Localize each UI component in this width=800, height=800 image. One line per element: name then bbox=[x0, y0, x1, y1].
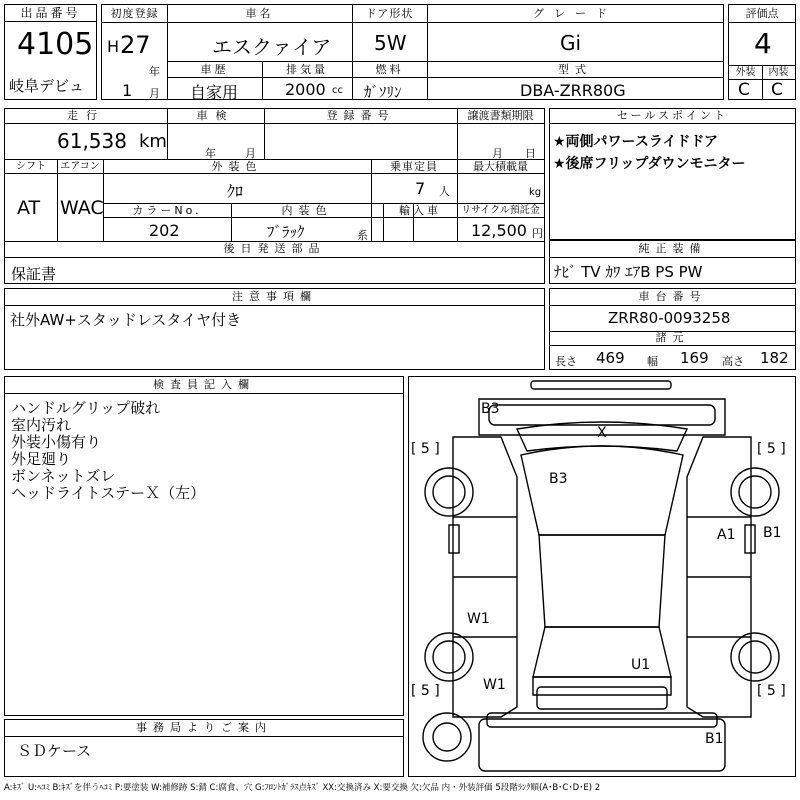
mark-w1-lower: W1 bbox=[483, 677, 506, 693]
ext-color-label: 外装色 bbox=[211, 160, 263, 173]
later-parts-label: 後日発送部品 bbox=[223, 242, 326, 255]
ac: WAC bbox=[60, 197, 104, 219]
mark-u1-rear: U1 bbox=[631, 657, 651, 673]
chassis-number: ZRR80-0093258 bbox=[608, 309, 731, 327]
lot-number-box bbox=[4, 4, 97, 100]
insp-month-unit: 月 bbox=[245, 147, 256, 160]
ac-label: エアコン bbox=[60, 161, 100, 172]
notes-label: 注意事項欄 bbox=[232, 290, 317, 303]
mark-b3-top: B3 bbox=[481, 401, 500, 417]
reg-month: 1 bbox=[122, 81, 133, 100]
import-label: 輸入車 bbox=[399, 204, 441, 217]
car-name: エスクァイア bbox=[212, 35, 332, 59]
grade: Gi bbox=[560, 31, 582, 55]
capacity-unit: 人 bbox=[439, 185, 450, 198]
office-label: 事務局よりご案内 bbox=[136, 721, 272, 734]
displacement-unit: cc bbox=[332, 85, 343, 96]
tire-tr: [ 5 ] bbox=[757, 441, 786, 457]
door-type: 5W bbox=[374, 31, 407, 55]
displacement: 2000 bbox=[285, 80, 326, 99]
height-label: 高さ bbox=[722, 355, 744, 368]
inspector-line-3: 外装小傷有り bbox=[11, 433, 102, 451]
length-label: 長さ bbox=[555, 355, 577, 368]
sales-point-1: ★両側パワースライドドア bbox=[553, 134, 719, 150]
inspector-line-6: ヘッドライトステーＸ（左） bbox=[11, 484, 206, 502]
load-unit: kg bbox=[529, 187, 542, 198]
reg-no-label: 登録番号 bbox=[326, 109, 395, 122]
mark-x-glass: X bbox=[597, 425, 607, 441]
tire-br: [ 5 ] bbox=[757, 683, 786, 699]
equipment-label: 純正装備 bbox=[638, 242, 707, 255]
dims-label: 諸元 bbox=[655, 331, 690, 344]
int-grade: C bbox=[771, 80, 783, 100]
office-box bbox=[4, 719, 404, 777]
color-no: 202 bbox=[149, 221, 180, 240]
vehicle-data-box bbox=[4, 108, 545, 284]
shift-label: シフト bbox=[16, 161, 46, 172]
load-label: 最大積載量 bbox=[473, 160, 528, 173]
capacity-label: 乗車定員 bbox=[390, 160, 438, 173]
grade-label: グレード bbox=[533, 7, 617, 20]
office-note: ＳＤケース bbox=[17, 742, 92, 760]
lot-number: 4105 bbox=[17, 27, 94, 62]
shift: AT bbox=[17, 197, 41, 219]
displacement-label: 排気量 bbox=[286, 63, 328, 76]
era: H bbox=[107, 37, 120, 56]
transfer-label: 譲渡書類期限 bbox=[467, 109, 534, 122]
ext-grade: C bbox=[738, 80, 750, 100]
ext-color: ｸﾛ bbox=[227, 182, 244, 201]
car-diagram-box bbox=[408, 376, 796, 777]
reg-year: 27 bbox=[120, 31, 151, 59]
int-grade-label: 内装 bbox=[768, 67, 789, 78]
legend: A:ｷｽﾞ U:ﾍｺﾐ B:ｷｽﾞを伴うﾍｺﾐ P:要塗装 W:補修跡 S:錆 C:腐食、穴 G:ﾌﾛﾝﾄｶﾞﾗｽ点ｷｽﾞ XX:交換済み X:要交換 欠:欠品 内・外装評価 5段階ﾗﾝｸ順(A･B･C･D･E) 2 bbox=[4, 783, 601, 793]
later-parts: 保証書 bbox=[11, 265, 57, 283]
mark-b1-door: B1 bbox=[763, 525, 782, 541]
inspection-label: 車検 bbox=[196, 109, 235, 122]
model-label: 型式 bbox=[558, 63, 592, 76]
mark-a1-door: A1 bbox=[717, 527, 736, 543]
mileage: 61,538 bbox=[57, 129, 127, 153]
score-label: 評価点 bbox=[745, 7, 779, 20]
vehicle-header-box bbox=[101, 4, 724, 100]
inspector-line-2: 室内汚れ bbox=[11, 416, 72, 434]
transfer-day-unit: 日 bbox=[525, 147, 536, 160]
mark-b1-rear: B1 bbox=[705, 731, 724, 747]
month-unit: 月 bbox=[149, 87, 160, 100]
tire-tl: [ 5 ] bbox=[411, 441, 440, 457]
score-box bbox=[728, 4, 796, 100]
ext-grade-label: 外装 bbox=[735, 67, 756, 78]
inspector-line-1: ハンドルグリップ破れ bbox=[11, 399, 161, 417]
notes: 社外AW+スタッドレスタイヤ付き bbox=[10, 311, 242, 329]
chassis-box bbox=[549, 288, 796, 370]
equipment: ﾅﾋﾞ TV ｶﾜ ｴｱB PS PW bbox=[554, 263, 703, 281]
inspector-line-4: 外足廻り bbox=[11, 450, 72, 468]
mileage-label: 走行 bbox=[67, 109, 105, 122]
chassis-label: 車台番号 bbox=[638, 290, 707, 303]
tire-bl: [ 5 ] bbox=[411, 683, 440, 699]
insp-year-unit: 年 bbox=[205, 147, 216, 160]
door-label: ドア形状 bbox=[365, 7, 414, 20]
width: 169 bbox=[680, 349, 709, 367]
score: 4 bbox=[754, 27, 772, 60]
int-color-unit: 系 bbox=[357, 229, 368, 242]
int-color: ﾌﾞﾗｯｸ bbox=[267, 223, 305, 241]
sales-points-label: セールスポイント bbox=[616, 109, 728, 122]
mark-b3-roof: B3 bbox=[549, 471, 568, 487]
sales-point-2: ★後席フリップダウンモニター bbox=[553, 156, 746, 172]
capacity: 7 bbox=[415, 179, 426, 198]
height: 182 bbox=[760, 349, 789, 367]
recycle-label: リサイクル預託金 bbox=[461, 205, 540, 216]
first-reg-label: 初度登録 bbox=[110, 7, 159, 20]
mark-w1-side: W1 bbox=[467, 611, 490, 627]
debut-label: 岐阜デビュ bbox=[9, 77, 85, 95]
mileage-unit: km bbox=[139, 131, 167, 152]
sales-points-box bbox=[549, 108, 796, 240]
recycle: 12,500 bbox=[471, 221, 527, 240]
inspector-label: 検査員記入欄 bbox=[153, 378, 255, 391]
color-no-label: カラーNo. bbox=[132, 204, 202, 217]
car-name-label: 車名 bbox=[245, 7, 274, 20]
model: DBA-ZRR80G bbox=[520, 81, 626, 100]
inspector-line-5: ボンネットズレ bbox=[11, 467, 116, 485]
length: 469 bbox=[596, 349, 625, 367]
lot-number-label: 出品番号 bbox=[5, 5, 96, 22]
equipment-box bbox=[549, 240, 796, 284]
fuel-label: 燃料 bbox=[375, 63, 404, 76]
recycle-unit: 円 bbox=[532, 227, 543, 240]
year-unit: 年 bbox=[149, 65, 160, 78]
transfer-month-unit: 月 bbox=[492, 147, 503, 160]
history: 自家用 bbox=[190, 83, 239, 102]
history-label: 車歴 bbox=[200, 63, 229, 76]
int-color-label: 内装色 bbox=[281, 204, 333, 217]
fuel: ｶﾞｿﾘﾝ bbox=[364, 83, 402, 101]
inspector-box bbox=[4, 376, 404, 716]
notes-box bbox=[4, 288, 545, 370]
width-label: 幅 bbox=[647, 355, 658, 368]
